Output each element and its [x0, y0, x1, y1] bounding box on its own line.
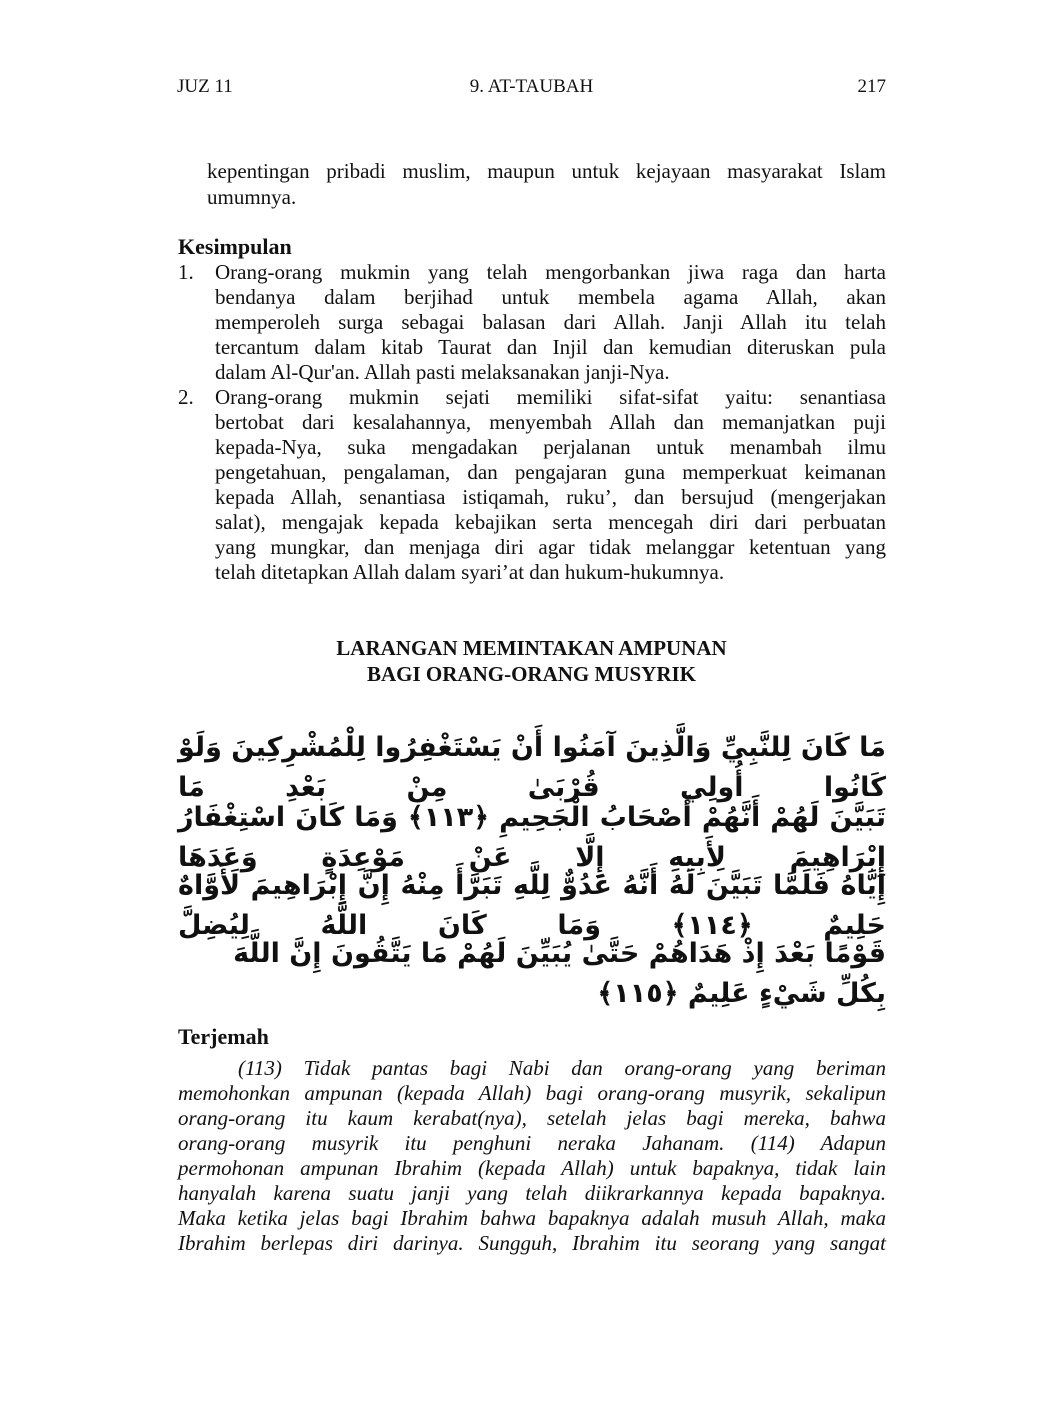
- list-item-line: yang mungkar, dan menjaga diri agar tidak melanggar ketentuan yang: [215, 535, 886, 559]
- list-item-line: bertobat dari kesalahannya, menyembah Allah dan memanjatkan puji: [215, 410, 886, 434]
- terjemah-heading: Terjemah: [178, 1024, 269, 1049]
- section-title-line-2: BAGI ORANG-ORANG MUSYRIK: [366, 662, 696, 686]
- arabic-verse-line: قَوْمًا بَعْدَ إِذْ هَدَاهُمْ حَتَّىٰ يُبَيِّنَ لَهُمْ مَا يَتَّقُونَ إِنَّ اللَّهَ بِكُلِّ شَيْءٍ عَلِيمٌ ﴿١١٥﴾: [233, 938, 886, 1009]
- running-header-surah: 9. AT-TAUBAH: [469, 76, 594, 97]
- list-item-line: bendanya dalam berjihad untuk membela agama Allah, akan: [215, 285, 886, 309]
- arabic-verse-line: مَا كَانَ لِلنَّبِيِّ وَالَّذِينَ آمَنُوا أَنْ يَسْتَغْفِرُوا لِلْمُشْرِكِينَ وَلَوْ كَانُوا أُولِي قُرْبَىٰ مِنْ بَعْدِ مَا: [178, 732, 886, 803]
- arabic-verse-line: إِيَّاهُ فَلَمَّا تَبَيَّنَ لَهُ أَنَّهُ عَدُوٌّ لِلَّهِ تَبَرَّأَ مِنْهُ إِنَّ إِبْرَاهِيمَ لَأَوَّاهٌ حَلِيمٌ ﴿١١٤﴾ وَمَا كَانَ اللَّهُ لِيُضِلَّ: [178, 870, 886, 941]
- page-number: 217: [857, 76, 886, 97]
- list-item-line: pengetahuan, pengalaman, dan pengajaran guna memperkuat keimanan: [215, 460, 886, 484]
- list-item-line: Orang-orang mukmin sejati memiliki sifat-sifat yaitu: senantiasa: [215, 385, 886, 409]
- translation-line: (113) Tidak pantas bagi Nabi dan orang-orang yang beriman: [238, 1056, 886, 1080]
- translation-line: Ibrahim berlepas diri darinya. Sungguh, Ibrahim itu seorang yang sangat: [178, 1231, 886, 1255]
- section-title-line-1: LARANGAN MEMINTAKAN AMPUNAN: [336, 636, 727, 660]
- translation-line: permohonan ampunan Ibrahim (kepada Allah) untuk bapaknya, tidak lain: [178, 1156, 886, 1180]
- translation-line: Maka ketika jelas bagi Ibrahim bahwa bapaknya adalah musuh Allah, maka: [178, 1206, 886, 1230]
- list-item-line: telah ditetapkan Allah dalam syari’at dan hukum-hukumnya.: [215, 560, 725, 584]
- arabic-verse-line: تَبَيَّنَ لَهُمْ أَنَّهُمْ أَصْحَابُ الْجَحِيمِ ﴿١١٣﴾ وَمَا كَانَ اسْتِغْفَارُ إِبْرَاهِيمَ لِأَبِيهِ إِلَّا عَنْ مَوْعِدَةٍ وَعَدَهَا: [178, 802, 887, 873]
- list-item-line: salat), mengajak kepada kebajikan serta mencegah diri dari perbuatan: [215, 510, 886, 534]
- list-number: 1.: [178, 260, 194, 284]
- text-line: kepentingan pribadi muslim, maupun untuk kejayaan masyarakat Islam: [207, 159, 886, 183]
- list-item-line: memperoleh surga sebagai balasan dari Allah. Janji Allah itu telah: [215, 310, 886, 334]
- list-item-line: tercantum dalam kitab Taurat dan Injil dan kemudian diteruskan pula: [215, 335, 886, 359]
- list-item-line: kepada-Nya, suka mengadakan perjalanan untuk menambah ilmu: [215, 435, 886, 459]
- text-line: umumnya.: [207, 185, 297, 209]
- list-number: 2.: [178, 385, 194, 409]
- translation-line: hanyalah karena suatu janji yang telah diikrarkannya kepada bapaknya.: [178, 1181, 886, 1205]
- list-item-line: Orang-orang mukmin yang telah mengorbankan jiwa raga dan harta: [215, 260, 886, 284]
- translation-line: orang-orang musyrik itu penghuni neraka Jahanam. (114) Adapun: [178, 1131, 886, 1155]
- list-item-line: dalam Al-Qur'an. Allah pasti melaksanakan janji-Nya.: [215, 360, 670, 384]
- running-header-juz: JUZ 11: [177, 76, 233, 97]
- translation-line: orang-orang itu kaum kerabat(nya), setelah jelas bagi mereka, bahwa: [178, 1106, 886, 1130]
- kesimpulan-heading: Kesimpulan: [178, 234, 292, 259]
- list-item-line: kepada Allah, senantiasa istiqamah, ruku’, dan bersujud (mengerjakan: [215, 485, 886, 509]
- translation-line: memohonkan ampunan (kepada Allah) bagi orang-orang musyrik, sekalipun: [178, 1081, 886, 1105]
